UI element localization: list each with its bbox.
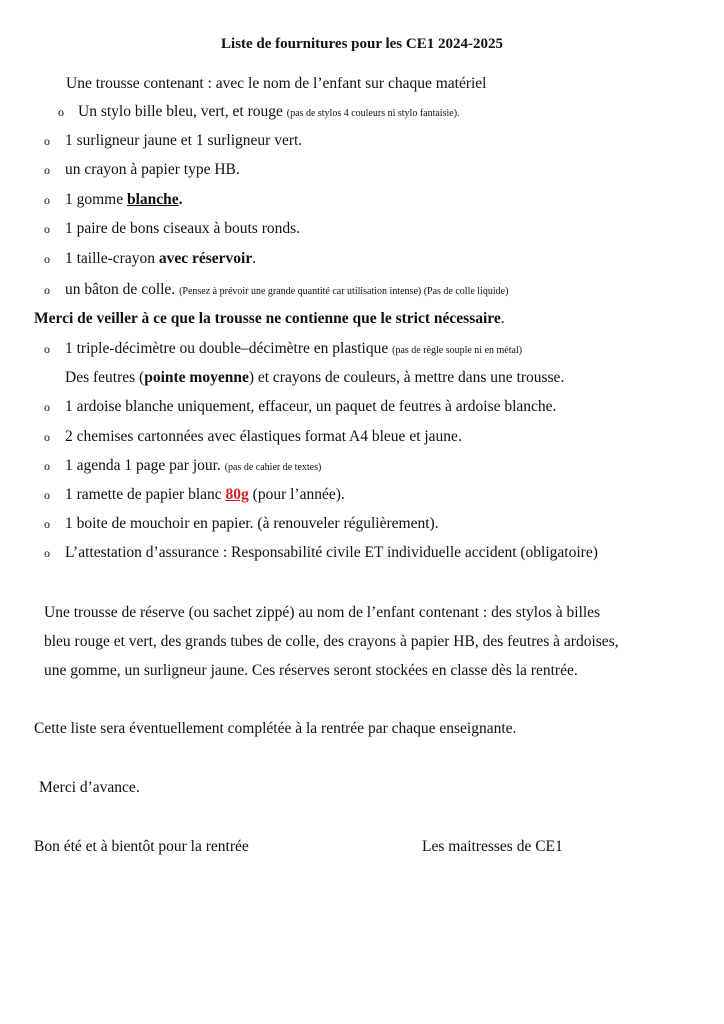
item-note: (Pensez à prévoir une grande quantité car utilisation intense) (Pas de colle liquide) bbox=[179, 286, 509, 297]
intro-line: Une trousse contenant : avec le nom de l’enfant sur chaque matériel bbox=[66, 75, 487, 92]
thanks-line: Merci d’avance. bbox=[39, 779, 140, 796]
bullet-marker: o bbox=[44, 134, 50, 148]
feutres-end: ) et crayons de couleurs, à mettre dans une trousse. bbox=[248, 369, 565, 386]
reserve-line: une gomme, un surligneur jaune. Ces réserves seront stockées en classe dès la rentrée. bbox=[44, 662, 578, 679]
list-item-ramette bbox=[65, 485, 345, 505]
item-text: 1 triple-décimètre ou double–décimètre en plastique bbox=[65, 340, 393, 357]
bullet-marker: o bbox=[44, 546, 50, 560]
list-item-colle bbox=[65, 280, 508, 302]
bullet-marker: o bbox=[44, 488, 50, 502]
item-text: un bâton de colle. bbox=[65, 281, 180, 298]
item-note: (pas de règle souple ni en métal) bbox=[392, 345, 523, 356]
bullet-marker: o bbox=[44, 283, 50, 297]
list-item-ardoise: 1 ardoise blanche uniquement, effaceur, un paquet de feutres à ardoise blanche. bbox=[65, 398, 557, 415]
bullet-marker: o bbox=[44, 517, 50, 531]
bullet-marker: o bbox=[44, 430, 50, 444]
list-item-taille-crayon bbox=[65, 249, 256, 269]
reserve-line: Une trousse de réserve (ou sachet zippé) au nom de l’enfant contenant : des stylos à billes bbox=[44, 604, 601, 621]
item-note: (pas de cahier de textes) bbox=[224, 462, 322, 473]
item-text: 1 taille-crayon bbox=[65, 250, 159, 267]
item-text: Un stylo bille bleu, vert, et rouge bbox=[78, 103, 287, 120]
reserve-paragraph bbox=[44, 598, 619, 685]
item-text: 1 ramette de papier blanc bbox=[65, 486, 226, 503]
list-item-chemises: 2 chemises cartonnées avec élastiques format A4 bleue et jaune. bbox=[65, 428, 462, 445]
feutres-start: Des feutres ( bbox=[65, 369, 145, 386]
item-emphasis-red: 80g bbox=[225, 486, 249, 503]
item-emphasis: blanche bbox=[127, 191, 179, 208]
document-title: Liste de fournitures pour les CE1 2024-2025 bbox=[221, 36, 503, 52]
list-item-ciseaux: 1 paire de bons ciseaux à bouts ronds. bbox=[65, 220, 301, 237]
bullet-marker: o bbox=[44, 400, 50, 414]
list-item-surligneur: 1 surligneur jaune et 1 surligneur vert. bbox=[65, 132, 303, 149]
feutres-line bbox=[65, 368, 564, 388]
bullet-marker: o bbox=[44, 459, 50, 473]
bullet-marker: o bbox=[44, 252, 50, 266]
item-end: . bbox=[178, 191, 183, 208]
bullet-marker: o bbox=[44, 342, 50, 356]
item-end: (pour l’année). bbox=[248, 486, 345, 503]
notice-end: . bbox=[500, 310, 505, 327]
item-text: 1 agenda 1 page par jour. bbox=[65, 457, 225, 474]
bullet-marker: o bbox=[44, 163, 50, 177]
item-emphasis: avec réservoir bbox=[158, 250, 253, 267]
item-text: 1 gomme bbox=[65, 191, 127, 208]
notice-line bbox=[34, 309, 505, 329]
list-item-assurance: L’attestation d’assurance : Responsabilité civile ET individuelle accident (obligatoire) bbox=[65, 544, 598, 561]
closing-left: Bon été et à bientôt pour la rentrée bbox=[34, 838, 249, 855]
completion-note: Cette liste sera éventuellement complétée à la rentrée par chaque enseignante. bbox=[34, 720, 517, 737]
reserve-line: bleu rouge et vert, des grands tubes de colle, des crayons à papier HB, des feutres à ardoises, bbox=[44, 633, 619, 650]
bullet-marker: o bbox=[44, 193, 50, 207]
list-item-stylo bbox=[78, 102, 460, 124]
list-item-mouchoir: 1 boite de mouchoir en papier. (à renouveler régulièrement). bbox=[65, 515, 439, 532]
closing-signature: Les maitresses de CE1 bbox=[422, 838, 563, 855]
feutres-emphasis: pointe moyenne bbox=[144, 369, 249, 386]
item-note: (pas de stylos 4 couleurs ni stylo fantaisie). bbox=[286, 108, 460, 119]
list-item-agenda bbox=[65, 456, 321, 478]
list-item-crayon: un crayon à papier type HB. bbox=[65, 161, 240, 178]
item-end: . bbox=[252, 250, 257, 267]
notice-text: Merci de veiller à ce que la trousse ne contienne que le strict nécessaire bbox=[34, 310, 501, 327]
list-item-gomme bbox=[65, 190, 183, 210]
bullet-marker: o bbox=[58, 105, 64, 119]
list-item-regle bbox=[65, 339, 522, 361]
bullet-marker: o bbox=[44, 222, 50, 236]
